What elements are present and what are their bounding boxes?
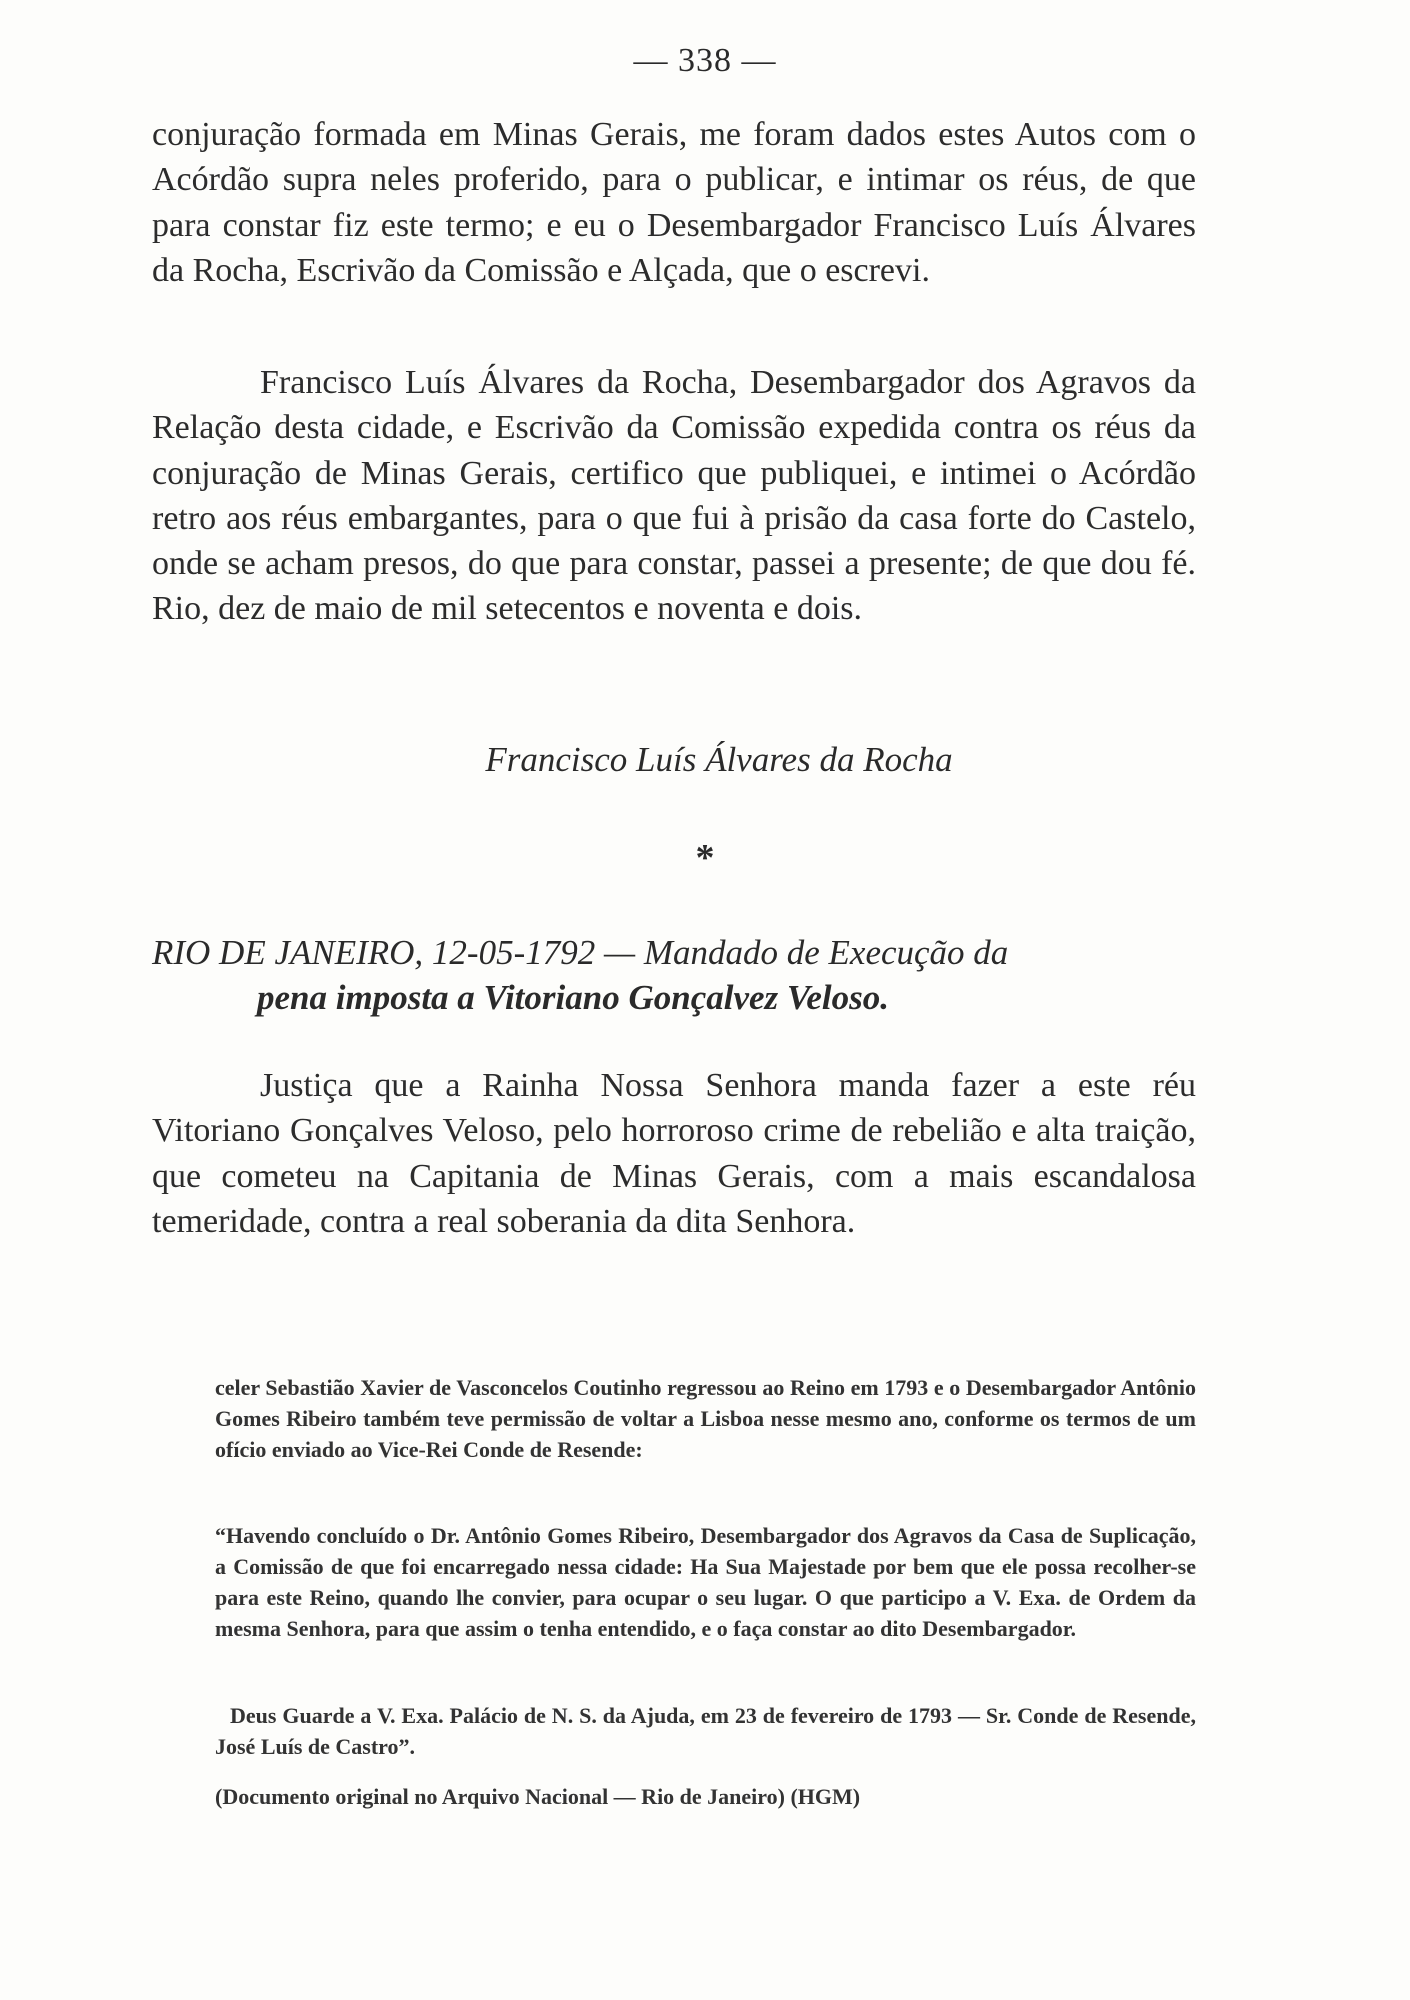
section-heading xyxy=(152,930,1196,1020)
footnote-text: “Havendo concluído o Dr. Antônio Gomes Ribeiro, Desembargador dos Agravos da Casa de Suplicação, a Comissão de que foi encarregado nessa cidade: Ha Sua Majestade por bem que ele possa recolher-se para este Reino, quando lhe convier, para ocupar o seu lugar. O que participo a V. Exa. de Ordem da mesma Senhora, para que assim o tenha entendido, e o faça constar ao dito Desembargador. xyxy=(215,1523,1196,1641)
heading-line-1: RIO DE JANEIRO, 12-05-1792 — Mandado de Execução da xyxy=(152,933,1009,972)
footnote-paragraph-2 xyxy=(215,1520,1196,1644)
paragraph-continuation xyxy=(152,112,1196,293)
footnote-text: Deus Guarde a V. Exa. Palácio de N. S. da Ajuda, em 23 de fevereiro de 1793 — Sr. Conde de Resende, José Luís de Castro”. xyxy=(215,1703,1196,1759)
page-number: — 338 — xyxy=(633,42,777,79)
paragraph-sentence xyxy=(152,1063,1196,1244)
heading-line-2: pena imposta a Vitoriano Gonçalvez Veloso. xyxy=(257,978,889,1017)
paragraph-text: Francisco Luís Álvares da Rocha, Desembargador dos Agravos da Relação desta cidade, e Escrivão da Comissão expedida contra os réus da conjuração de Minas Gerais, certifico que publiquei, e intimei o Acórdão retro aos réus embargantes, para o que fui à prisão da casa forte do Castelo, onde se acham presos, do que para constar, passei a presente; de que dou fé. Rio, dez de maio de mil setecentos e noventa e dois. xyxy=(152,364,1196,628)
section-separator: * xyxy=(695,837,715,879)
paragraph-text: conjuração formada em Minas Gerais, me foram dados estes Autos com o Acórdão supra neles proferido, para o publicar, e intimar os réus, de que para constar fiz este termo; e eu o Desembargador Francisco Luís Álvares da Rocha, Escrivão da Comissão e Alçada, que o escrevi. xyxy=(152,116,1196,289)
footnote-source xyxy=(215,1781,1196,1812)
paragraph-text: Justiça que a Rainha Nossa Senhora manda fazer a este réu Vitoriano Gonçalves Veloso, pelo horroroso crime de rebelião e alta traição, que cometeu na Capitania de Minas Gerais, com a mais escandalosa temeridade, contra a real soberania da dita Senhora. xyxy=(152,1067,1196,1240)
footnote-text: (Documento original no Arquivo Nacional — Rio de Janeiro) (HGM) xyxy=(215,1784,861,1809)
footnote-text: celer Sebastião Xavier de Vasconcelos Coutinho regressou ao Reino em 1793 e o Desembargador Antônio Gomes Ribeiro também teve permissão de voltar a Lisboa nesse mesmo ano, conforme os termos de um ofício enviado ao Vice-Rei Conde de Resende: xyxy=(215,1375,1196,1462)
footnote-paragraph-1 xyxy=(215,1372,1196,1465)
signature-line: Francisco Luís Álvares da Rocha xyxy=(485,740,953,779)
paragraph-certificate xyxy=(152,360,1196,632)
footnote-paragraph-3 xyxy=(215,1700,1196,1762)
